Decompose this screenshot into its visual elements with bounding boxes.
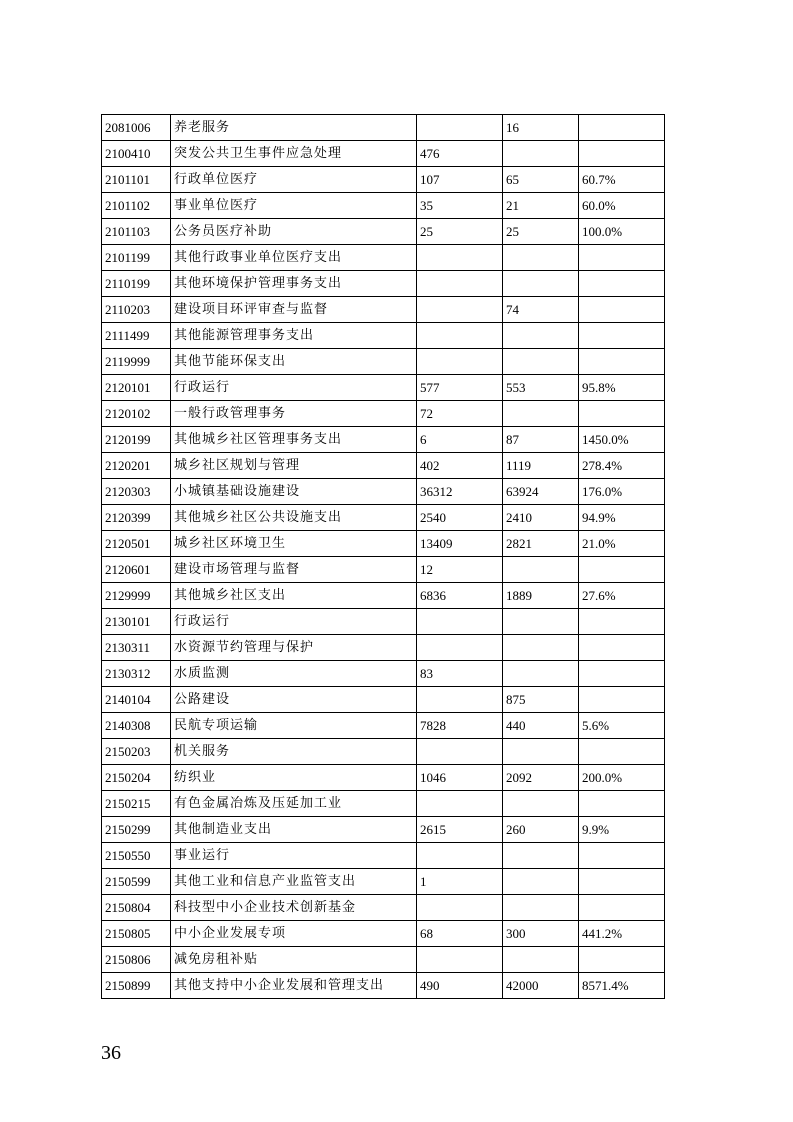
subject-name-cell: 行政运行 bbox=[171, 609, 417, 635]
table-row bbox=[102, 713, 665, 739]
subject-name-cell: 民航专项运输 bbox=[171, 713, 417, 739]
table-row bbox=[102, 583, 665, 609]
value-1-cell: 83 bbox=[417, 661, 503, 687]
percent-cell bbox=[579, 245, 665, 271]
value-1-cell: 35 bbox=[417, 193, 503, 219]
subject-code-cell: 2150899 bbox=[102, 973, 171, 999]
value-1-cell bbox=[417, 323, 503, 349]
subject-name-cell: 行政单位医疗 bbox=[171, 167, 417, 193]
subject-code-cell: 2120399 bbox=[102, 505, 171, 531]
value-2-cell: 2092 bbox=[503, 765, 579, 791]
value-1-cell bbox=[417, 635, 503, 661]
table-row bbox=[102, 219, 665, 245]
percent-cell: 278.4% bbox=[579, 453, 665, 479]
percent-cell: 27.6% bbox=[579, 583, 665, 609]
value-1-cell: 107 bbox=[417, 167, 503, 193]
subject-name-cell: 其他工业和信息产业监管支出 bbox=[171, 869, 417, 895]
subject-name-cell: 科技型中小企业技术创新基金 bbox=[171, 895, 417, 921]
subject-code-cell: 2130101 bbox=[102, 609, 171, 635]
subject-code-cell: 2120102 bbox=[102, 401, 171, 427]
subject-name-cell: 其他城乡社区支出 bbox=[171, 583, 417, 609]
value-1-cell: 6836 bbox=[417, 583, 503, 609]
value-1-cell: 2540 bbox=[417, 505, 503, 531]
percent-cell bbox=[579, 297, 665, 323]
value-2-cell: 25 bbox=[503, 219, 579, 245]
subject-name-cell: 机关服务 bbox=[171, 739, 417, 765]
subject-code-cell: 2101101 bbox=[102, 167, 171, 193]
table-row bbox=[102, 375, 665, 401]
value-2-cell: 65 bbox=[503, 167, 579, 193]
value-1-cell bbox=[417, 271, 503, 297]
percent-cell: 60.7% bbox=[579, 167, 665, 193]
table-row bbox=[102, 297, 665, 323]
subject-code-cell: 2120601 bbox=[102, 557, 171, 583]
subject-code-cell: 2140308 bbox=[102, 713, 171, 739]
percent-cell bbox=[579, 401, 665, 427]
table-row bbox=[102, 765, 665, 791]
subject-name-cell: 其他城乡社区管理事务支出 bbox=[171, 427, 417, 453]
table-row bbox=[102, 895, 665, 921]
value-2-cell bbox=[503, 635, 579, 661]
table-row bbox=[102, 947, 665, 973]
subject-name-cell: 小城镇基础设施建设 bbox=[171, 479, 417, 505]
value-2-cell: 16 bbox=[503, 115, 579, 141]
percent-cell bbox=[579, 115, 665, 141]
value-2-cell: 2821 bbox=[503, 531, 579, 557]
subject-name-cell: 行政运行 bbox=[171, 375, 417, 401]
value-2-cell bbox=[503, 141, 579, 167]
value-1-cell: 36312 bbox=[417, 479, 503, 505]
table-row bbox=[102, 635, 665, 661]
percent-cell bbox=[579, 895, 665, 921]
value-1-cell bbox=[417, 895, 503, 921]
subject-code-cell: 2150599 bbox=[102, 869, 171, 895]
value-1-cell: 1046 bbox=[417, 765, 503, 791]
table-row bbox=[102, 531, 665, 557]
value-1-cell: 402 bbox=[417, 453, 503, 479]
value-1-cell: 12 bbox=[417, 557, 503, 583]
value-2-cell bbox=[503, 323, 579, 349]
table-row bbox=[102, 115, 665, 141]
table-row bbox=[102, 193, 665, 219]
subject-code-cell: 2110199 bbox=[102, 271, 171, 297]
table-row bbox=[102, 817, 665, 843]
subject-name-cell: 其他城乡社区公共设施支出 bbox=[171, 505, 417, 531]
subject-code-cell: 2130311 bbox=[102, 635, 171, 661]
value-2-cell: 21 bbox=[503, 193, 579, 219]
percent-cell bbox=[579, 271, 665, 297]
value-1-cell: 476 bbox=[417, 141, 503, 167]
subject-name-cell: 其他能源管理事务支出 bbox=[171, 323, 417, 349]
value-2-cell bbox=[503, 739, 579, 765]
value-1-cell bbox=[417, 687, 503, 713]
subject-code-cell: 2140104 bbox=[102, 687, 171, 713]
percent-cell: 176.0% bbox=[579, 479, 665, 505]
value-2-cell bbox=[503, 843, 579, 869]
value-2-cell bbox=[503, 609, 579, 635]
subject-code-cell: 2120101 bbox=[102, 375, 171, 401]
subject-name-cell: 其他行政事业单位医疗支出 bbox=[171, 245, 417, 271]
subject-name-cell: 其他支持中小企业发展和管理支出 bbox=[171, 973, 417, 999]
subject-name-cell: 建设市场管理与监督 bbox=[171, 557, 417, 583]
percent-cell bbox=[579, 947, 665, 973]
value-1-cell bbox=[417, 115, 503, 141]
value-1-cell bbox=[417, 843, 503, 869]
subject-code-cell: 2081006 bbox=[102, 115, 171, 141]
subject-name-cell: 其他环境保护管理事务支出 bbox=[171, 271, 417, 297]
table-row bbox=[102, 401, 665, 427]
table-row bbox=[102, 323, 665, 349]
value-2-cell: 74 bbox=[503, 297, 579, 323]
subject-name-cell: 纺织业 bbox=[171, 765, 417, 791]
value-1-cell: 6 bbox=[417, 427, 503, 453]
subject-name-cell: 一般行政管理事务 bbox=[171, 401, 417, 427]
value-2-cell: 260 bbox=[503, 817, 579, 843]
subject-code-cell: 2120201 bbox=[102, 453, 171, 479]
subject-code-cell: 2150804 bbox=[102, 895, 171, 921]
subject-code-cell: 2119999 bbox=[102, 349, 171, 375]
page-number: 36 bbox=[101, 1042, 121, 1064]
subject-name-cell: 建设项目环评审查与监督 bbox=[171, 297, 417, 323]
value-2-cell: 553 bbox=[503, 375, 579, 401]
value-1-cell: 25 bbox=[417, 219, 503, 245]
value-2-cell bbox=[503, 271, 579, 297]
percent-cell bbox=[579, 635, 665, 661]
subject-name-cell: 公务员医疗补助 bbox=[171, 219, 417, 245]
table-row bbox=[102, 349, 665, 375]
value-1-cell bbox=[417, 947, 503, 973]
value-2-cell: 63924 bbox=[503, 479, 579, 505]
table-row bbox=[102, 921, 665, 947]
subject-name-cell: 城乡社区规划与管理 bbox=[171, 453, 417, 479]
subject-name-cell: 减免房租补贴 bbox=[171, 947, 417, 973]
value-2-cell bbox=[503, 245, 579, 271]
subject-code-cell: 2150299 bbox=[102, 817, 171, 843]
value-1-cell bbox=[417, 297, 503, 323]
subject-name-cell: 其他节能环保支出 bbox=[171, 349, 417, 375]
subject-code-cell: 2129999 bbox=[102, 583, 171, 609]
table-row bbox=[102, 973, 665, 999]
percent-cell: 95.8% bbox=[579, 375, 665, 401]
percent-cell bbox=[579, 609, 665, 635]
value-2-cell: 1119 bbox=[503, 453, 579, 479]
percent-cell bbox=[579, 349, 665, 375]
percent-cell bbox=[579, 739, 665, 765]
table-row bbox=[102, 453, 665, 479]
value-1-cell bbox=[417, 791, 503, 817]
subject-name-cell: 中小企业发展专项 bbox=[171, 921, 417, 947]
value-2-cell: 42000 bbox=[503, 973, 579, 999]
table-row bbox=[102, 505, 665, 531]
value-1-cell: 490 bbox=[417, 973, 503, 999]
value-1-cell: 72 bbox=[417, 401, 503, 427]
table-row bbox=[102, 479, 665, 505]
value-2-cell bbox=[503, 791, 579, 817]
table-row bbox=[102, 245, 665, 271]
budget-table bbox=[101, 114, 665, 999]
subject-name-cell: 城乡社区环境卫生 bbox=[171, 531, 417, 557]
percent-cell: 1450.0% bbox=[579, 427, 665, 453]
value-2-cell: 87 bbox=[503, 427, 579, 453]
value-2-cell bbox=[503, 557, 579, 583]
value-2-cell: 300 bbox=[503, 921, 579, 947]
subject-name-cell: 养老服务 bbox=[171, 115, 417, 141]
percent-cell: 100.0% bbox=[579, 219, 665, 245]
percent-cell: 94.9% bbox=[579, 505, 665, 531]
table-row bbox=[102, 739, 665, 765]
value-2-cell bbox=[503, 349, 579, 375]
subject-name-cell: 其他制造业支出 bbox=[171, 817, 417, 843]
subject-code-cell: 2120501 bbox=[102, 531, 171, 557]
subject-code-cell: 2101103 bbox=[102, 219, 171, 245]
percent-cell: 5.6% bbox=[579, 713, 665, 739]
subject-code-cell: 2110203 bbox=[102, 297, 171, 323]
table-row bbox=[102, 843, 665, 869]
value-1-cell bbox=[417, 739, 503, 765]
subject-code-cell: 2100410 bbox=[102, 141, 171, 167]
subject-code-cell: 2150806 bbox=[102, 947, 171, 973]
table-row bbox=[102, 661, 665, 687]
value-1-cell: 13409 bbox=[417, 531, 503, 557]
percent-cell: 21.0% bbox=[579, 531, 665, 557]
value-1-cell: 1 bbox=[417, 869, 503, 895]
value-2-cell bbox=[503, 661, 579, 687]
percent-cell: 8571.4% bbox=[579, 973, 665, 999]
subject-name-cell: 水资源节约管理与保护 bbox=[171, 635, 417, 661]
table-row bbox=[102, 791, 665, 817]
percent-cell bbox=[579, 557, 665, 583]
percent-cell: 200.0% bbox=[579, 765, 665, 791]
percent-cell bbox=[579, 323, 665, 349]
subject-code-cell: 2120303 bbox=[102, 479, 171, 505]
subject-code-cell: 2111499 bbox=[102, 323, 171, 349]
table-row bbox=[102, 167, 665, 193]
subject-code-cell: 2150215 bbox=[102, 791, 171, 817]
value-2-cell bbox=[503, 869, 579, 895]
percent-cell bbox=[579, 791, 665, 817]
value-2-cell bbox=[503, 895, 579, 921]
table-row bbox=[102, 271, 665, 297]
percent-cell: 60.0% bbox=[579, 193, 665, 219]
subject-name-cell: 事业运行 bbox=[171, 843, 417, 869]
value-1-cell: 2615 bbox=[417, 817, 503, 843]
percent-cell bbox=[579, 661, 665, 687]
percent-cell bbox=[579, 869, 665, 895]
percent-cell bbox=[579, 843, 665, 869]
value-1-cell bbox=[417, 245, 503, 271]
value-1-cell: 68 bbox=[417, 921, 503, 947]
subject-name-cell: 公路建设 bbox=[171, 687, 417, 713]
percent-cell bbox=[579, 687, 665, 713]
value-2-cell: 2410 bbox=[503, 505, 579, 531]
subject-code-cell: 2101199 bbox=[102, 245, 171, 271]
table-row bbox=[102, 687, 665, 713]
subject-code-cell: 2120199 bbox=[102, 427, 171, 453]
table-row bbox=[102, 141, 665, 167]
value-2-cell: 875 bbox=[503, 687, 579, 713]
subject-name-cell: 突发公共卫生事件应急处理 bbox=[171, 141, 417, 167]
value-2-cell: 1889 bbox=[503, 583, 579, 609]
percent-cell bbox=[579, 141, 665, 167]
value-1-cell: 577 bbox=[417, 375, 503, 401]
value-2-cell: 440 bbox=[503, 713, 579, 739]
subject-code-cell: 2130312 bbox=[102, 661, 171, 687]
value-1-cell: 7828 bbox=[417, 713, 503, 739]
table-row bbox=[102, 609, 665, 635]
value-2-cell bbox=[503, 947, 579, 973]
percent-cell: 9.9% bbox=[579, 817, 665, 843]
subject-name-cell: 水质监测 bbox=[171, 661, 417, 687]
subject-code-cell: 2150805 bbox=[102, 921, 171, 947]
table-row bbox=[102, 557, 665, 583]
subject-code-cell: 2101102 bbox=[102, 193, 171, 219]
value-1-cell bbox=[417, 349, 503, 375]
subject-code-cell: 2150203 bbox=[102, 739, 171, 765]
subject-name-cell: 事业单位医疗 bbox=[171, 193, 417, 219]
table-body bbox=[102, 115, 665, 999]
value-2-cell bbox=[503, 401, 579, 427]
subject-code-cell: 2150204 bbox=[102, 765, 171, 791]
subject-code-cell: 2150550 bbox=[102, 843, 171, 869]
table-row bbox=[102, 869, 665, 895]
subject-name-cell: 有色金属冶炼及压延加工业 bbox=[171, 791, 417, 817]
table-row bbox=[102, 427, 665, 453]
value-1-cell bbox=[417, 609, 503, 635]
percent-cell: 441.2% bbox=[579, 921, 665, 947]
